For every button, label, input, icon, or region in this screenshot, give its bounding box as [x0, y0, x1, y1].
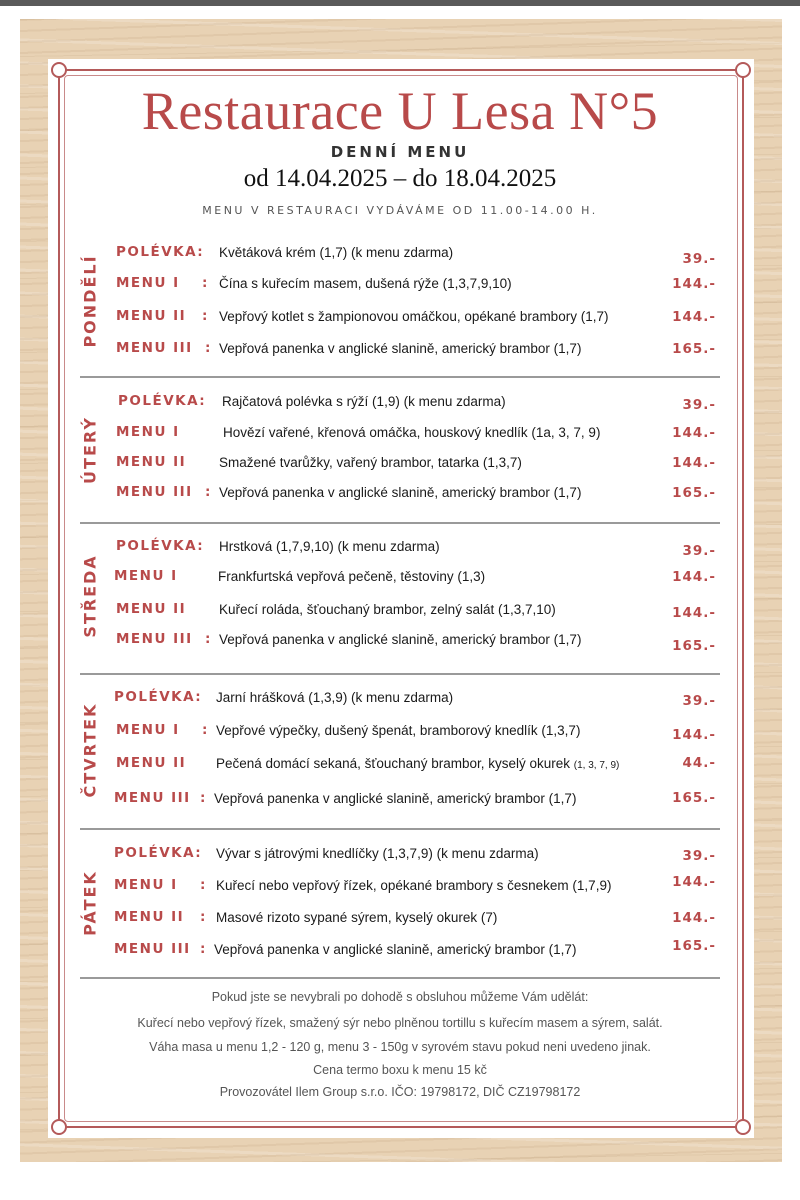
- dish-name: Vepřové výpečky, dušený špenát, bramborový knedlík (1,3,7): [216, 723, 581, 738]
- dish-name: Smažené tvarůžky, vařený brambor, tatarka (1,3,7): [219, 455, 522, 470]
- dish-name: Vepřová panenka v anglické slanině, americký brambor (1,7): [214, 942, 577, 957]
- row-label: MENU I: [114, 568, 178, 584]
- row-colon: :: [200, 909, 206, 925]
- dish-price: 144.-: [672, 276, 716, 292]
- dish-text: Pečená domácí sekaná, šťouchaný brambor, kyselý okurek: [216, 756, 570, 771]
- dish-price: 39.-: [682, 543, 716, 559]
- row-label: MENU III: [116, 484, 193, 500]
- menu-row-soup: [116, 244, 720, 266]
- menu-row-menu3: [116, 484, 720, 506]
- dish-name: Rajčatová polévka s rýží (1,9) (k menu zdarma): [222, 394, 506, 409]
- row-label: POLÉVKA:: [118, 393, 207, 409]
- row-colon: :: [202, 308, 208, 324]
- menu-row-menu1: [116, 424, 720, 446]
- row-colon: :: [202, 722, 208, 738]
- row-label: POLÉVKA:: [116, 538, 205, 554]
- dish-price: 144.-: [672, 605, 716, 621]
- row-colon: :: [205, 484, 211, 500]
- row-label: POLÉVKA:: [114, 845, 203, 861]
- day-label: PÁTEK: [80, 870, 100, 936]
- menu-row-menu3: [116, 631, 720, 653]
- menu-row-menu3: [116, 340, 720, 362]
- row-colon: :: [200, 790, 206, 806]
- corner-ornament-icon: [51, 62, 67, 78]
- dish-allergens: (1, 3, 7, 9): [573, 760, 620, 771]
- menu-row-menu3: [116, 790, 720, 812]
- menu-row-soup: [116, 845, 720, 867]
- footer-note-line: Kuřecí nebo vepřový řízek, smažený sýr nebo plněnou tortillu s kuřecím masem a sýrem, salát.: [137, 1016, 663, 1030]
- dish-price: 144.-: [672, 910, 716, 926]
- row-label: MENU I: [114, 877, 178, 893]
- day-label: ÚTERÝ: [80, 416, 100, 484]
- menu-row-menu2: [116, 308, 720, 330]
- row-label: MENU II: [116, 308, 187, 324]
- dish-name: Vepřová panenka v anglické slanině, americký brambor (1,7): [214, 791, 577, 806]
- dish-name: [216, 756, 619, 771]
- dish-name: Hrstková (1,7,9,10) (k menu zdarma): [219, 539, 440, 554]
- dish-price: 144.-: [672, 874, 716, 890]
- menu-row-soup: [116, 689, 720, 711]
- menu-subtitle: DENNÍ MENU: [330, 143, 470, 161]
- dish-name: Čína s kuřecím masem, dušená rýže (1,3,7,9,10): [219, 276, 512, 291]
- row-colon: :: [200, 941, 206, 957]
- row-label: MENU II: [116, 454, 187, 470]
- menu-row-menu2: [116, 601, 720, 623]
- dish-name: Masové rizoto sypané sýrem, kyselý okurek (7): [216, 910, 498, 925]
- dish-price: 39.-: [682, 693, 716, 709]
- dish-price: 165.-: [672, 938, 716, 954]
- window-top-bar: [0, 0, 800, 6]
- row-label: POLÉVKA:: [114, 689, 203, 705]
- dish-price: 165.-: [672, 485, 716, 501]
- dish-price: 144.-: [672, 569, 716, 585]
- day-block-tuesday: [80, 390, 720, 510]
- dish-name: Vepřová panenka v anglické slanině, americký brambor (1,7): [219, 485, 582, 500]
- dish-price: 39.-: [682, 251, 716, 267]
- day-divider: [80, 673, 720, 675]
- dish-price: 39.-: [682, 848, 716, 864]
- corner-ornament-icon: [735, 1119, 751, 1135]
- row-label: MENU III: [116, 631, 193, 647]
- row-colon: :: [200, 877, 206, 893]
- corner-ornament-icon: [51, 1119, 67, 1135]
- day-divider: [80, 376, 720, 378]
- menu-row-menu2: [116, 755, 720, 777]
- menu-row-menu1: [116, 275, 720, 297]
- row-label: MENU III: [114, 941, 191, 957]
- footer-operator-info: Provozovátel Ilem Group s.r.o. IČO: 19798172, DIČ CZ19798172: [219, 1085, 581, 1099]
- row-label: MENU II: [114, 909, 185, 925]
- row-label: MENU I: [116, 424, 180, 440]
- day-block-thursday: [80, 686, 720, 814]
- row-colon: :: [205, 340, 211, 356]
- dish-price: 165.-: [672, 638, 716, 654]
- row-label: MENU III: [114, 790, 191, 806]
- row-label: MENU II: [116, 601, 187, 617]
- dish-price: 144.-: [672, 309, 716, 325]
- dish-price: 165.-: [672, 341, 716, 357]
- dish-name: Květáková krém (1,7) (k menu zdarma): [219, 245, 454, 260]
- day-block-friday: [80, 842, 720, 964]
- restaurant-title: Restaurace U Lesa N°5: [141, 81, 659, 141]
- dish-price: 144.-: [672, 455, 716, 471]
- dish-name: Frankfurtská vepřová pečeně, těstoviny (1,3): [218, 569, 486, 584]
- menu-row-menu2: [116, 454, 720, 476]
- menu-row-menu2: [116, 909, 720, 931]
- dish-name: Vepřová panenka v anglické slanině, americký brambor (1,7): [219, 341, 582, 356]
- dish-name: Kuřecí roláda, šťouchaný brambor, zelný salát (1,3,7,10): [219, 602, 556, 617]
- day-divider: [80, 828, 720, 830]
- day-block-wednesday: [80, 535, 720, 657]
- dish-price: 165.-: [672, 790, 716, 806]
- dish-name: Vývar s játrovými knedlíčky (1,3,7,9) (k menu zdarma): [216, 846, 539, 861]
- dish-price: 44.-: [682, 755, 716, 771]
- menu-row-soup: [116, 538, 720, 560]
- dish-name: Vepřová panenka v anglické slanině, americký brambor (1,7): [219, 632, 582, 647]
- day-divider: [80, 522, 720, 524]
- dish-price: 39.-: [682, 397, 716, 413]
- menu-date-range: od 14.04.2025 – do 18.04.2025: [243, 165, 557, 192]
- dish-price: 144.-: [672, 425, 716, 441]
- dish-name: Jarní hrášková (1,3,9) (k menu zdarma): [216, 690, 454, 705]
- menu-row-soup: [116, 393, 720, 415]
- footer-note-line: Pokud jste se nevybrali po dohodě s obsluhou můžeme Vám udělát:: [211, 990, 589, 1004]
- row-colon: :: [202, 275, 208, 291]
- footer-note-line: Váha masa u menu 1,2 - 120 g, menu 3 - 150g v syrovém stavu pokud neni uvedeno jinak.: [149, 1040, 651, 1054]
- menu-row-menu1: [116, 722, 720, 744]
- menu-row-menu3: [114, 938, 720, 963]
- menu-row-menu1: [116, 568, 720, 590]
- dish-name: Kuřecí nebo vepřový řízek, opékané brambory s česnekem (1,7,9): [216, 878, 612, 893]
- day-divider: [80, 977, 720, 979]
- row-label: MENU I: [116, 722, 180, 738]
- row-label: MENU I: [116, 275, 180, 291]
- dish-name: Vepřový kotlet s žampionovou omáčkou, opékané brambory (1,7): [219, 309, 609, 324]
- serving-hours: MENU V RESTAURACI VYDÁVÁME OD 11.00-14.00 H.: [202, 204, 598, 217]
- row-label: MENU II: [116, 755, 187, 771]
- dish-price: 144.-: [672, 727, 716, 743]
- day-label: PONDĚLÍ: [80, 254, 100, 348]
- row-colon: :: [205, 631, 211, 647]
- menu-row-menu1: [114, 874, 720, 899]
- dish-name: Hovězí vařené, křenová omáčka, houskový knedlík (1a, 3, 7, 9): [223, 425, 601, 440]
- day-block-monday: [80, 240, 720, 362]
- footer-note-line: Cena termo boxu k menu 15 kč: [313, 1063, 487, 1077]
- corner-ornament-icon: [735, 62, 751, 78]
- day-label: STŘEDA: [80, 554, 100, 638]
- day-label: ČTVRTEK: [80, 702, 100, 798]
- row-label: MENU III: [116, 340, 193, 356]
- row-label: POLÉVKA:: [116, 244, 205, 260]
